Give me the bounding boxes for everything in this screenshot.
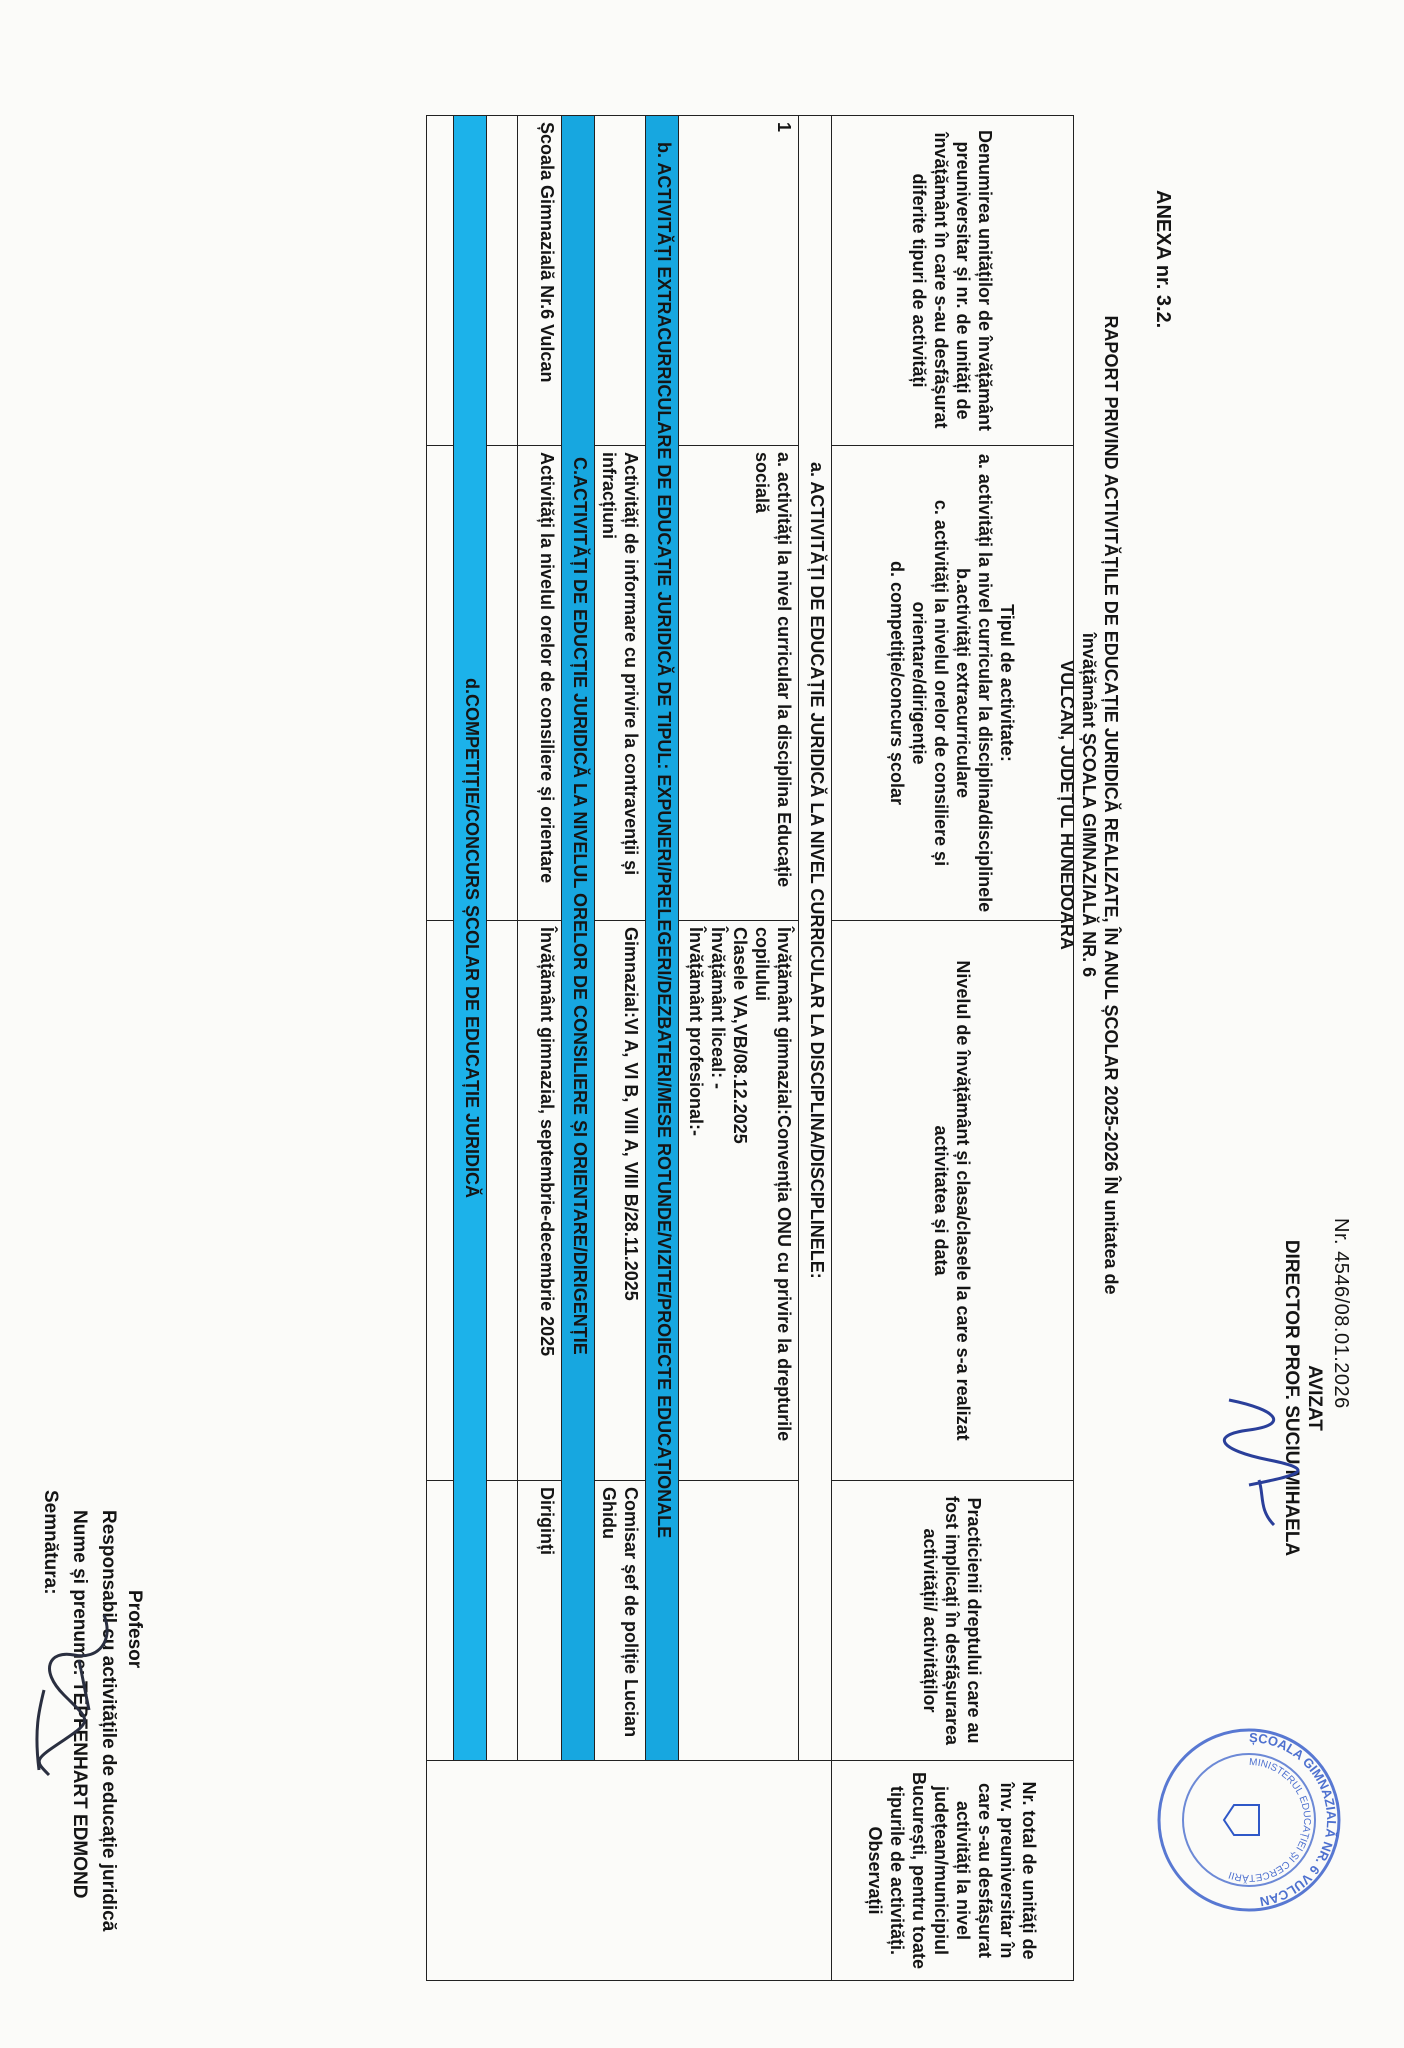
footer-signature-label: Semnătura:	[40, 1490, 61, 1595]
report-title-line2: VULCAN, JUDEȚUL HUNEDOARA	[1057, 660, 1077, 950]
stamp-inner-text: MINISTERUL EDUCAȚIEI ȘI CERCETĂRII	[1227, 1756, 1313, 1884]
teacher-signature-icon	[14, 1600, 134, 1790]
row-number: 1	[679, 116, 799, 446]
footer-responsible: Responsabil cu activitățile de educație juridică	[98, 1510, 119, 1932]
school-stamp-icon	[1154, 1725, 1344, 1915]
activity-type-item: b.activități extracurriculare	[953, 567, 974, 799]
section-c-title: C.ACTIVITĂȚI DE EDUCȚIE JURIDICĂ LA NIVELUL ORELOR DE CONSILIERE ȘI ORIENTARE/DIRIGENȚIE	[562, 116, 595, 1761]
table-row	[427, 116, 454, 1981]
activity-type-cell: Activități la nivelul orelor de consiliere și orientare	[518, 446, 562, 921]
practicians-cell: Comisar șef de poliție Lucian Ghidu	[595, 1481, 646, 1761]
footer-role: Profesor	[124, 1590, 145, 1669]
report-title-line1: RAPORT PRIVIND ACTIVITĂȚILE DE EDUCAȚIE JURIDICĂ REALIZATE, ÎN ANUL ȘCOLAR 2025-2026 ÎN unitatea de învățământ ȘCOALA GIMNAZIALĂ NR. 6	[1079, 315, 1121, 1295]
table-row	[679, 116, 799, 1981]
approval-label: AVIZAT	[1304, 1365, 1325, 1431]
activity-type-item: d. competiție/concurs școlar	[887, 560, 908, 806]
unit-cell	[595, 116, 646, 446]
section-c-row	[562, 116, 595, 1981]
approval-director: DIRECTOR PROF. SUCIU MIHAELA	[1281, 1239, 1302, 1557]
table-row	[487, 116, 518, 1981]
level-line: Învățământ profesional:-	[686, 927, 706, 1137]
table-header-row	[832, 116, 1074, 1981]
section-a-row	[799, 116, 832, 1981]
section-d-row	[454, 116, 487, 1981]
level-line: Învățământ gimnazial:Convenția ONU cu privire la drepturile copilului	[752, 927, 794, 1442]
svg-text:ȘCOALA GIMNAZIALĂ NR. 6 VULCAN	[1249, 1730, 1339, 1909]
level-cell: Învățământ gimnazial, septembrie-decembrie 2025	[518, 921, 562, 1481]
stamp-outer-text: ȘCOALA GIMNAZIALĂ NR. 6 VULCAN	[1248, 1729, 1340, 1910]
annex-number: ANEXA nr. 3.2.	[1152, 190, 1174, 329]
header-total-units-column: Nr. total de unități de înv. preuniversitar în care s-au desfășurat activități la nivel județean/municipiul București, pentru toate tipurile de activități. Observații	[832, 1761, 1074, 1981]
header-practicians-column: Practicienii dreptului care au fost implicați în desfășurarea activității/ activităților	[832, 1481, 1074, 1761]
activity-type-cell: a. activități la nivel curricular la disciplina Educație socială	[679, 446, 799, 921]
activity-type-item: a. activități la nivel curricular la disciplina/disciplinele	[975, 453, 996, 913]
director-signature-icon	[1199, 1380, 1319, 1540]
header-level-column: Nivelul de învățământ și clasa/clasele la care s-a realizat activitatea și data	[832, 921, 1074, 1481]
header-unit-column: Denumirea unităților de învățământ preuniversitar și nr. de unități de învățământ în care s-au desfășurat diferite tipuri de activități	[832, 116, 1074, 446]
section-b-title: b. ACTIVITĂȚI EXTRACURRICULARE DE EDUCAȚIE JURIDICĂ DE TIPUL: EXPUNERI/PRELEGERI/DEZBATERI/MESE ROTUNDE/VIZITE/PROIECTE EDUCAȚIONALE	[646, 116, 679, 1761]
activity-type-title: Tipul de activitate:	[997, 604, 1018, 762]
registration-number: Nr. 4546/08.01.2026	[1330, 1218, 1352, 1409]
footer-name: Nume și prenume: TEPFENHART EDMOND	[69, 1510, 90, 1899]
section-a-title: a. ACTIVITĂȚI DE EDUCAȚIE JURIDICĂ LA NIVEL CURRICULAR LA DISCIPLINA/DISCIPLINELE:	[799, 116, 832, 1761]
practicians-cell	[679, 1481, 799, 1761]
level-line: Clasele VA,VB/08.12.2025	[730, 927, 750, 1144]
level-line: Învățământ liceal: -	[708, 927, 728, 1090]
section-d-title: d.COMPETIȚIE/CONCURS ȘCOLAR DE EDUCAȚIE JURIDICĂ	[454, 116, 487, 1761]
total-units-cell	[427, 1761, 832, 1981]
activities-table	[426, 115, 1074, 1981]
table-row	[518, 116, 562, 1981]
table-row	[595, 116, 646, 1981]
activity-type-cell: Activități de informare cu privire la contravenții și infracțiuni	[595, 446, 646, 921]
activity-type-item: c. activități la nivelul orelor de consiliere și orientare/dirigenție	[909, 499, 952, 867]
practicians-cell: Diriginți	[518, 1481, 562, 1761]
level-cell: Gimnazial:VI A, VI B, VIII A, VIII B/28.11.2025	[595, 921, 646, 1481]
unit-cell: Școala Gimnazială Nr.6 Vulcan	[518, 116, 562, 446]
level-cell	[679, 921, 799, 1481]
section-b-row	[646, 116, 679, 1981]
header-activity-type-column	[832, 446, 1074, 921]
